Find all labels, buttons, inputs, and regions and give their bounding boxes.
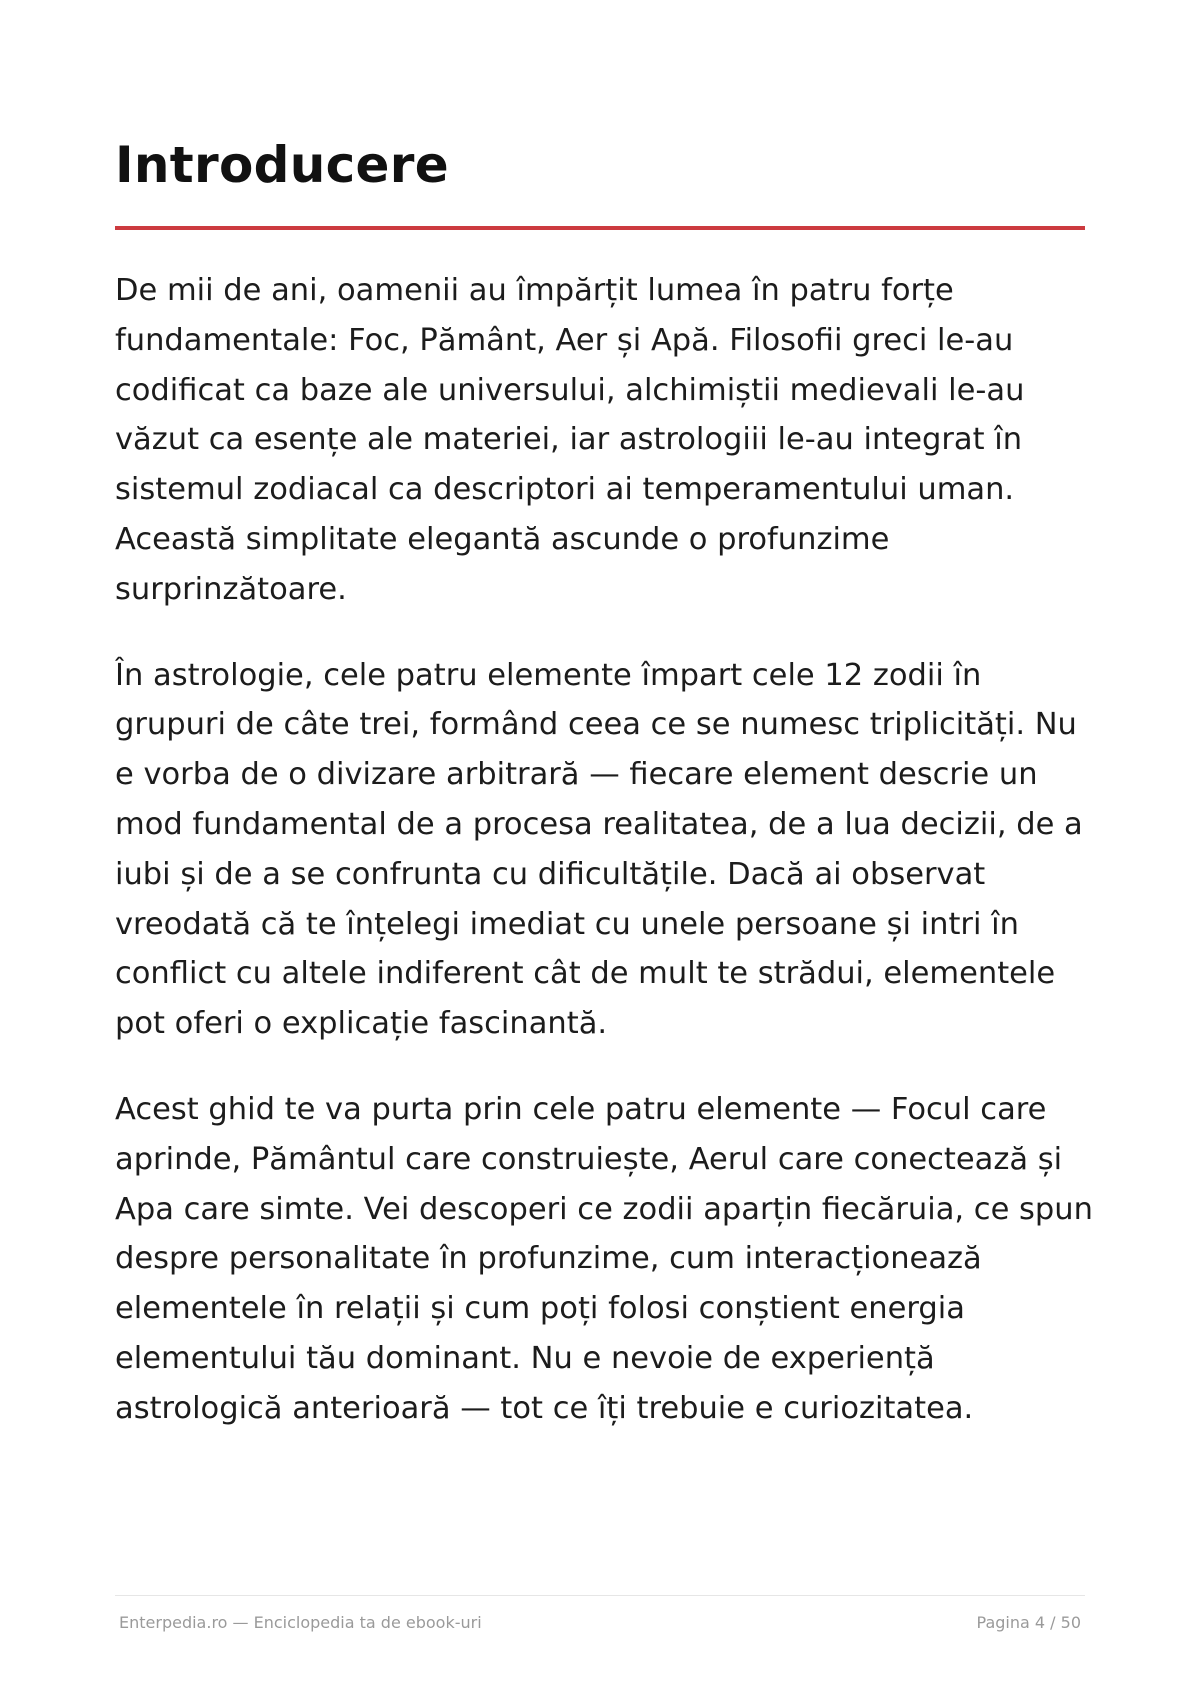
footer-page-number: Pagina 4 / 50 (976, 1613, 1081, 1632)
footer-divider (115, 1595, 1085, 1596)
body-text (115, 266, 1095, 1470)
footer-site-name: Enterpedia.ro — Enciclopedia ta de ebook-uri (119, 1613, 482, 1632)
document-page (115, 0, 1093, 1683)
paragraph-1: De mii de ani, oamenii au împărțit lumea în patru forțe fundamentale: Foc, Pământ, Aer și Apă. Filosofii greci le-au codificat ca baze ale universului, alchimiștii medievali le-au văzut ca esențe ale materiei, iar astrologiii le-au integrat în sistemul zodiacal ca descriptori ai temperamentului uman. Această simplitate elegantă ascunde o profunzime surprinzătoare. (115, 273, 1025, 607)
paragraph-2: În astrologie, cele patru elemente împart cele 12 zodii în grupuri de câte trei, formând ceea ce se numesc triplicități. Nu e vorba de o divizare arbitrară — fiecare element descrie un mod fundamental de a procesa realitatea, de a lua decizii, de a iubi și de a se confrunta cu dificultățile. Dacă ai observat vreodată că te înțelegi imediat cu unele persoane și intri în conflict cu altele indiferent cât de mult te strădui, elementele pot oferi o explicație fascinantă. (115, 657, 1083, 1042)
title-divider (115, 226, 1085, 230)
paragraph-3: Acest ghid te va purta prin cele patru elemente — Focul care aprinde, Pământul care construiește, Aerul care conectează și Apa care simte. Vei descoperi ce zodii aparțin fiecăruia, ce spun despre personalitate în profunzime, cum interacționează elementele în relații și cum poți folosi conștient energia elementului tău dominant. Nu e nevoie de experiență astrologică anterioară — tot ce îți trebuie e curiozitatea. (115, 1091, 1093, 1426)
page-title: Introducere (115, 136, 449, 194)
